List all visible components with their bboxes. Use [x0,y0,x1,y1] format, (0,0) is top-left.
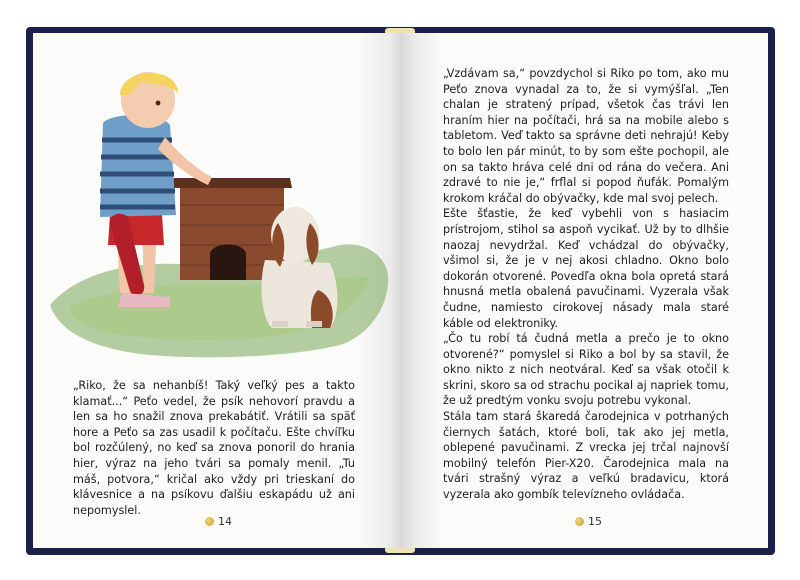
right-paragraph: Stála tam stará škaredá čarodejnica v potrhaných čiernych šatách, ktoré boli, tak ako jej metla, oblepené pavučinami. Z vrecka jej trčal najnovší mobilný telefón Pier-X20. Čarodejnica mala na tvári strašný výraz a veľkú bradavicu, ktorá vyzerala ako gombík televízneho ovládača. [443,410,729,502]
right-page-number-text: 15 [588,515,602,528]
right-paragraph: „Čo tu robí tá čudná metla a prečo je to okno otvorené?“ pomyslel si Riko a bol by sa stavil, že okno nikto z nich neotváral. Keď sa však otočil k skrini, skoro sa od strachu pocikal aj napriek tomu, že už predtým vonku svoju potrebu vykonal. [443,332,729,408]
page-dot-icon [205,517,214,526]
left-page-text [73,378,355,518]
boy-and-dog-illustration [40,45,390,375]
right-page-number [575,515,602,528]
page-dot-icon [575,517,584,526]
left-paragraph: „Riko, že sa nehanbíš! Taký veľký pes a takto klamať...“ Peťo vedel, že psík nehovorí pravdu a len sa ho snažil znova prekabátiť. Vrátili sa späť hore a Peťo sa zas usadil k počítaču. Ešte chvíľku bol rozčúlený, no keď sa znova ponoril do hrania hier, výraz na jeho tvári sa pomaly menil. „Tu máš, potvora,“ kričal ako vždy pri trieskaní do klávesnice a na psíkovu ďalšiu eskapádu už ani nepomyslel. [73,379,355,517]
right-paragraph: „Vzdávam sa,“ povzdychol si Riko po tom, ako mu Peťo znova vynadal za to, že si vymýšľal. „Ten chalan je stratený prípad, všetok čas trávi len hraním hier na počítači, hrá sa na mobile alebo s tabletom. Veď takto sa správne deti nehrajú! Keby to bolo len pár minút, to by som ešte pochopil, ale on sa takto hráva celé dni od rána do večera. Ani zdravé to nie je,“ frflal si popod ňufák. Pomalým krokom kráčal do obývačky, kde mal svoj pelech. [443,67,729,205]
dog [261,207,337,328]
left-page-number [205,515,232,528]
right-paragraph: Ešte šťastie, že keď vybehli von s hasiacim prístrojom, stihol sa aspoň vycikať. Už by to dlhšie naozaj nevydržal. Keď vchádzal do obývačky, všimol si, že je v nej akosi chladno. Okno bolo dokorán otvorené. Povedľa okna bola opretá stará hnusná metla obalená pavučinami. Vyzerala však čudne, namiesto cirokovej násady mala staré káble od elektroniky. [443,207,729,330]
right-page-text [443,66,729,503]
left-page-number-text: 14 [218,515,232,528]
